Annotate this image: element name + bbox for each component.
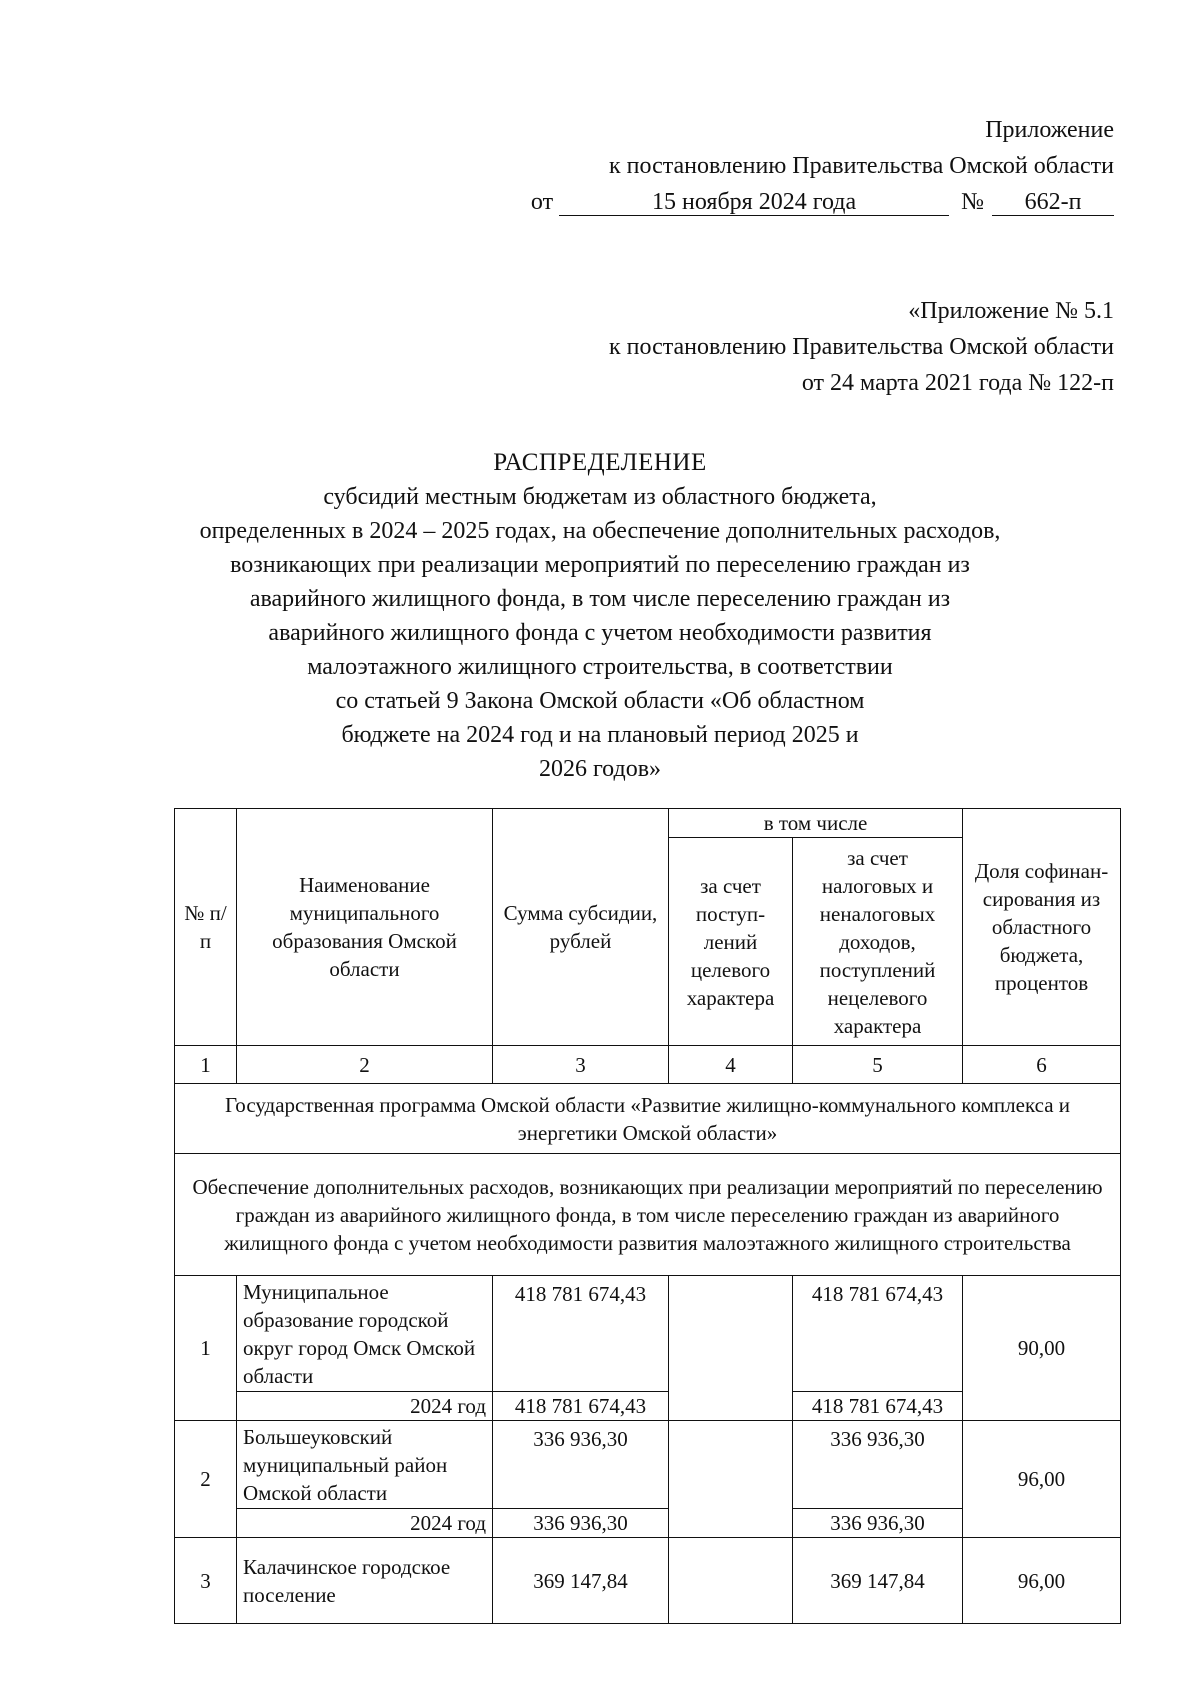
heading-line: определенных в 2024 – 2025 годах, на обеспечение дополнительных расходов, [199, 518, 1001, 544]
number-label: № [961, 189, 984, 215]
approval-title: Приложение [985, 117, 1114, 143]
approval-number: 662-п [992, 189, 1114, 216]
reference-block [609, 293, 1114, 401]
table-row [175, 1276, 1121, 1392]
row-year-targeted [669, 1509, 793, 1538]
reference-line2: к постановлению Правительства Омской области [608, 334, 1114, 360]
column-number: 2 [237, 1046, 493, 1084]
row-sum: 336 936,30 [493, 1421, 669, 1509]
from-label: от [530, 189, 554, 215]
row-name: Муниципальное образование городской округ город Омск Омской области [237, 1276, 493, 1392]
heading-line: 2026 годов» [538, 756, 662, 782]
header-sum: Сумма субсидии, рублей [493, 809, 669, 1046]
heading-title: РАСПРЕДЕЛЕНИЕ [493, 449, 707, 476]
column-number: 3 [493, 1046, 669, 1084]
heading-line: со статьей 9 Закона Омской области «Об областном [335, 688, 865, 714]
header-share: Доля софинан-сирования из областного бюджета, процентов [963, 809, 1121, 1046]
activity-row [175, 1154, 1121, 1276]
reference-line1: «Приложение № 5.1 [908, 298, 1114, 324]
row-targeted [669, 1538, 793, 1624]
row-sum: 369 147,84 [493, 1538, 669, 1624]
row-year-label: 2024 год [237, 1509, 493, 1538]
approval-line2: к постановлению Правительства Омской области [608, 153, 1114, 179]
column-number: 4 [669, 1046, 793, 1084]
row-tax: 336 936,30 [793, 1421, 963, 1509]
column-number: 6 [963, 1046, 1121, 1084]
table-row [175, 1421, 1121, 1509]
heading-line: возникающих при реализации мероприятий по переселению граждан из [230, 552, 970, 578]
row-share: 96,00 [963, 1421, 1121, 1538]
activity-title: Обеспечение дополнительных расходов, возникающих при реализации мероприятий по переселению граждан из аварийного жилищного фонда, в том числе переселению граждан из аварийного жилищного фонда с учетом необходимости развития малоэтажного жилищного строительства [175, 1154, 1121, 1276]
header-including: в том числе [669, 809, 963, 838]
table-row [175, 1538, 1121, 1624]
reference-line3: от 24 марта 2021 года № 122-п [801, 370, 1114, 396]
program-title: Государственная программа Омской области «Развитие жилищно-коммунального комплекса и энергетики Омской области» [175, 1084, 1121, 1154]
row-num: 3 [175, 1538, 237, 1624]
row-targeted [669, 1276, 793, 1392]
heading-line: субсидий местным бюджетам из областного бюджета, [323, 484, 877, 510]
row-name: Большеуковский муниципальный район Омской области [237, 1421, 493, 1509]
row-name: Калачинское городское поселение [237, 1538, 493, 1624]
column-number: 5 [793, 1046, 963, 1084]
row-targeted [669, 1421, 793, 1509]
row-year-label: 2024 год [237, 1392, 493, 1421]
row-tax: 418 781 674,43 [793, 1276, 963, 1392]
program-row [175, 1084, 1121, 1154]
header-targeted: за счет поступ-лений целевого характера [669, 838, 793, 1046]
row-num: 1 [175, 1276, 237, 1421]
heading-line: аварийного жилищного фонда с учетом необходимости развития [268, 620, 932, 646]
column-number: 1 [175, 1046, 237, 1084]
row-share: 96,00 [963, 1538, 1121, 1624]
column-numbers-row [175, 1046, 1121, 1084]
approval-date: 15 ноября 2024 года [559, 189, 949, 216]
row-year-tax: 336 936,30 [793, 1509, 963, 1538]
heading-line: малоэтажного жилищного строительства, в соответствии [307, 654, 893, 680]
approval-date-line [531, 184, 1114, 220]
heading-line: аварийного жилищного фонда, в том числе переселению граждан из [249, 586, 951, 612]
row-share: 90,00 [963, 1276, 1121, 1421]
row-year-targeted [669, 1392, 793, 1421]
row-tax: 369 147,84 [793, 1538, 963, 1624]
row-year-sum: 418 781 674,43 [493, 1392, 669, 1421]
heading-line: бюджете на 2024 год и на плановый период 2025 и [341, 722, 859, 748]
subsidy-table [174, 808, 1121, 1624]
header-name: Наименование муниципального образования Омской области [237, 809, 493, 1046]
row-num: 2 [175, 1421, 237, 1538]
header-num: № п/п [175, 809, 237, 1046]
row-year-sum: 336 936,30 [493, 1509, 669, 1538]
row-year-tax: 418 781 674,43 [793, 1392, 963, 1421]
approval-block [531, 112, 1114, 220]
document-heading [100, 446, 1100, 786]
row-sum: 418 781 674,43 [493, 1276, 669, 1392]
header-tax: за счет налоговых и неналоговых доходов, поступлений нецелевого характера [793, 838, 963, 1046]
header-row [175, 809, 1121, 838]
